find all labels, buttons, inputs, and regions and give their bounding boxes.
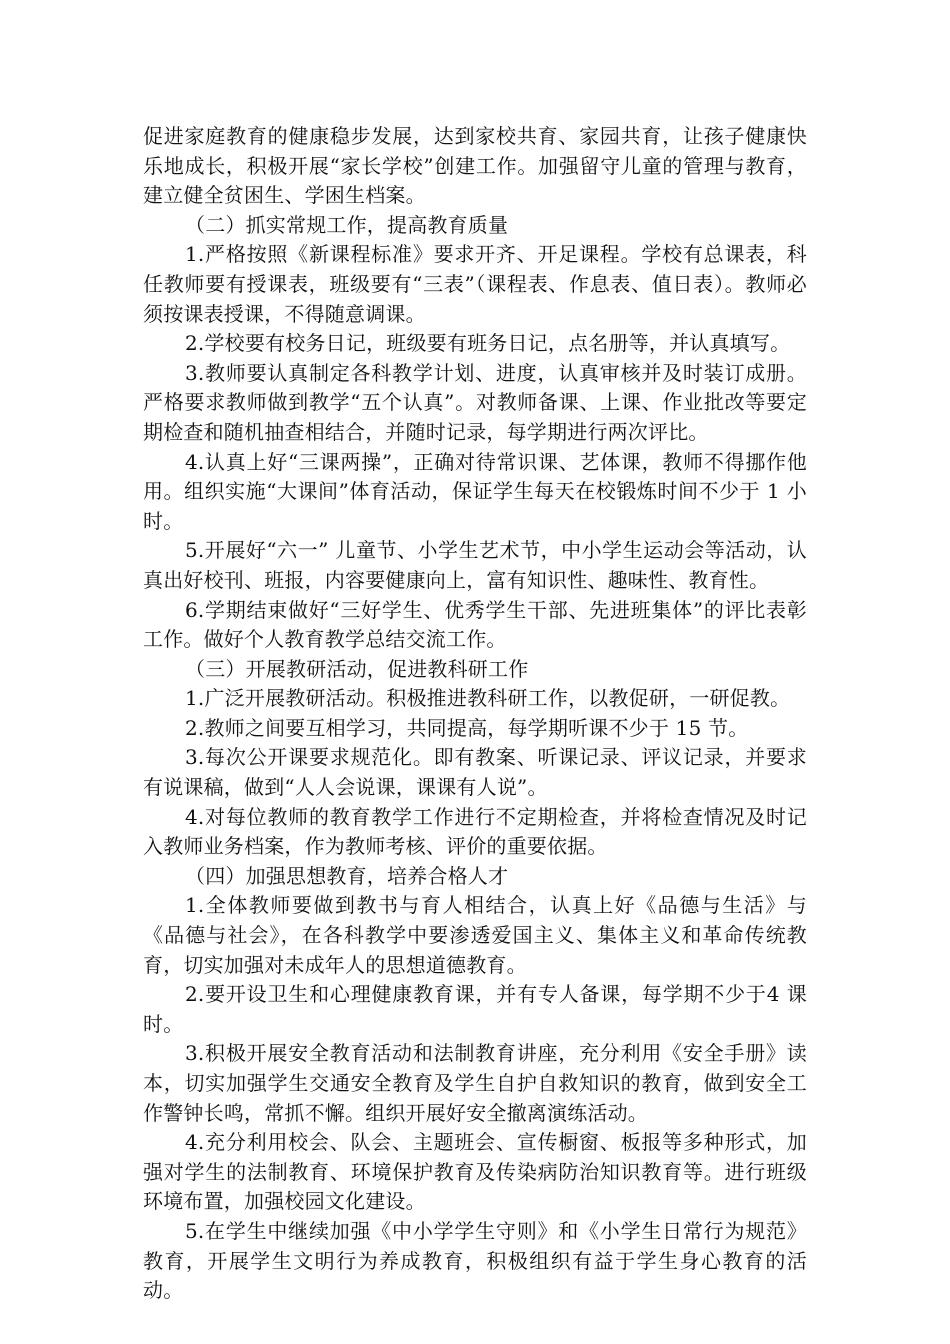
section-heading-2: （二）抓实常规工作，提高教育质量 (185, 212, 509, 237)
paragraph-item: 4.充分利用校会、队会、主题班会、宣传橱窗、板报等多种形式，加强对学生的法制教育、环境保护教育及传染病防治知识教育等。进行班级环境布置，加强校园文化建设。 (143, 1130, 807, 1214)
paragraph-item: 4.认真上好“三课两操”，正确对待常识课、艺体课，教师不得挪作他用。组织实施“大课间”体育活动，保证学生每天在校锻炼时间不少于 1 小时。 (143, 449, 807, 533)
paragraph-item: 2.教师之间要互相学习，共同提高，每学期听课不少于 15 节。 (185, 715, 749, 740)
paragraph-item: 1.广泛开展教研活动。积极推进教科研工作，以教促研，一研促教。 (185, 686, 791, 711)
paragraph-item: 3.教师要认真制定各科教学计划、进度，认真审核并及时装订成册。严格要求教师做到教学“五个认真”。对教师备课、上课、作业批改等要定期检查和随机抽查相结合，并随时记录，每学期进行两次评比。 (143, 360, 807, 444)
paragraph-item: 1.严格按照《新课程标准》要求开齐、开足课程。学校有总课表，科任教师要有授课表，班级要有“三表”（课程表、作息表、值日表）。教师必须按课表授课，不得随意调课。 (143, 242, 807, 326)
paragraph-item: 3.积极开展安全教育活动和法制教育讲座，充分利用《安全手册》读本，切实加强学生交通安全教育及学生自护自救知识的教育，做到安全工作警钟长鸣，常抓不懈。组织开展好安全撤离演练活动。 (143, 1041, 807, 1125)
paragraph-continued: 促进家庭教育的健康稳步发展，达到家校共育、家园共育，让孩子健康快乐地成长，积极开展“家长学校”创建工作。加强留守儿童的管理与教育，建立健全贫困生、学困生档案。 (143, 124, 807, 208)
paragraph-item: 2.要开设卫生和心理健康教育课，并有专人备课，每学期不少于4 课时。 (143, 982, 807, 1036)
document-body (143, 122, 807, 1306)
paragraph-item: 3.每次公开课要求规范化。即有教案、听课记录、评议记录，并要求有说课稿，做到“人人会说课，课课有人说”。 (143, 745, 807, 800)
paragraph-item: 6.学期结束做好“三好学生、优秀学生干部、先进班集体”的评比表彰工作。做好个人教育教学总结交流工作。 (143, 597, 807, 652)
paragraph-item: 5.开展好“六一” 儿童节、小学生艺术节，中小学生运动会等活动，认真出好校刊、班报，内容要健康向上，富有知识性、趣味性、教育性。 (143, 538, 807, 592)
paragraph-item: 5.在学生中继续加强《中小学学生守则》和《小学生日常行为规范》教育，开展学生文明行为养成教育，积极组织有益于学生身心教育的活动。 (143, 1218, 807, 1303)
paragraph-item: 1.全体教师要做到教书与育人相结合，认真上好《品德与生活》与《品德与社会》，在各科教学中要渗透爱国主义、集体主义和革命传统教育，切实加强对未成年人的思想道德教育。 (143, 893, 807, 977)
section-heading-4: （四）加强思想教育，培养合格人才 (185, 863, 509, 888)
paragraph-item: 2.学校要有校务日记，班级要有班务日记，点名册等，并认真填写。 (185, 331, 791, 356)
paragraph-item: 4.对每位教师的教育教学工作进行不定期检查，并将检查情况及时记入教师业务档案，作为教师考核、评价的重要依据。 (143, 804, 807, 859)
section-heading-3: （三）开展教研活动，促进教科研工作 (185, 656, 529, 681)
